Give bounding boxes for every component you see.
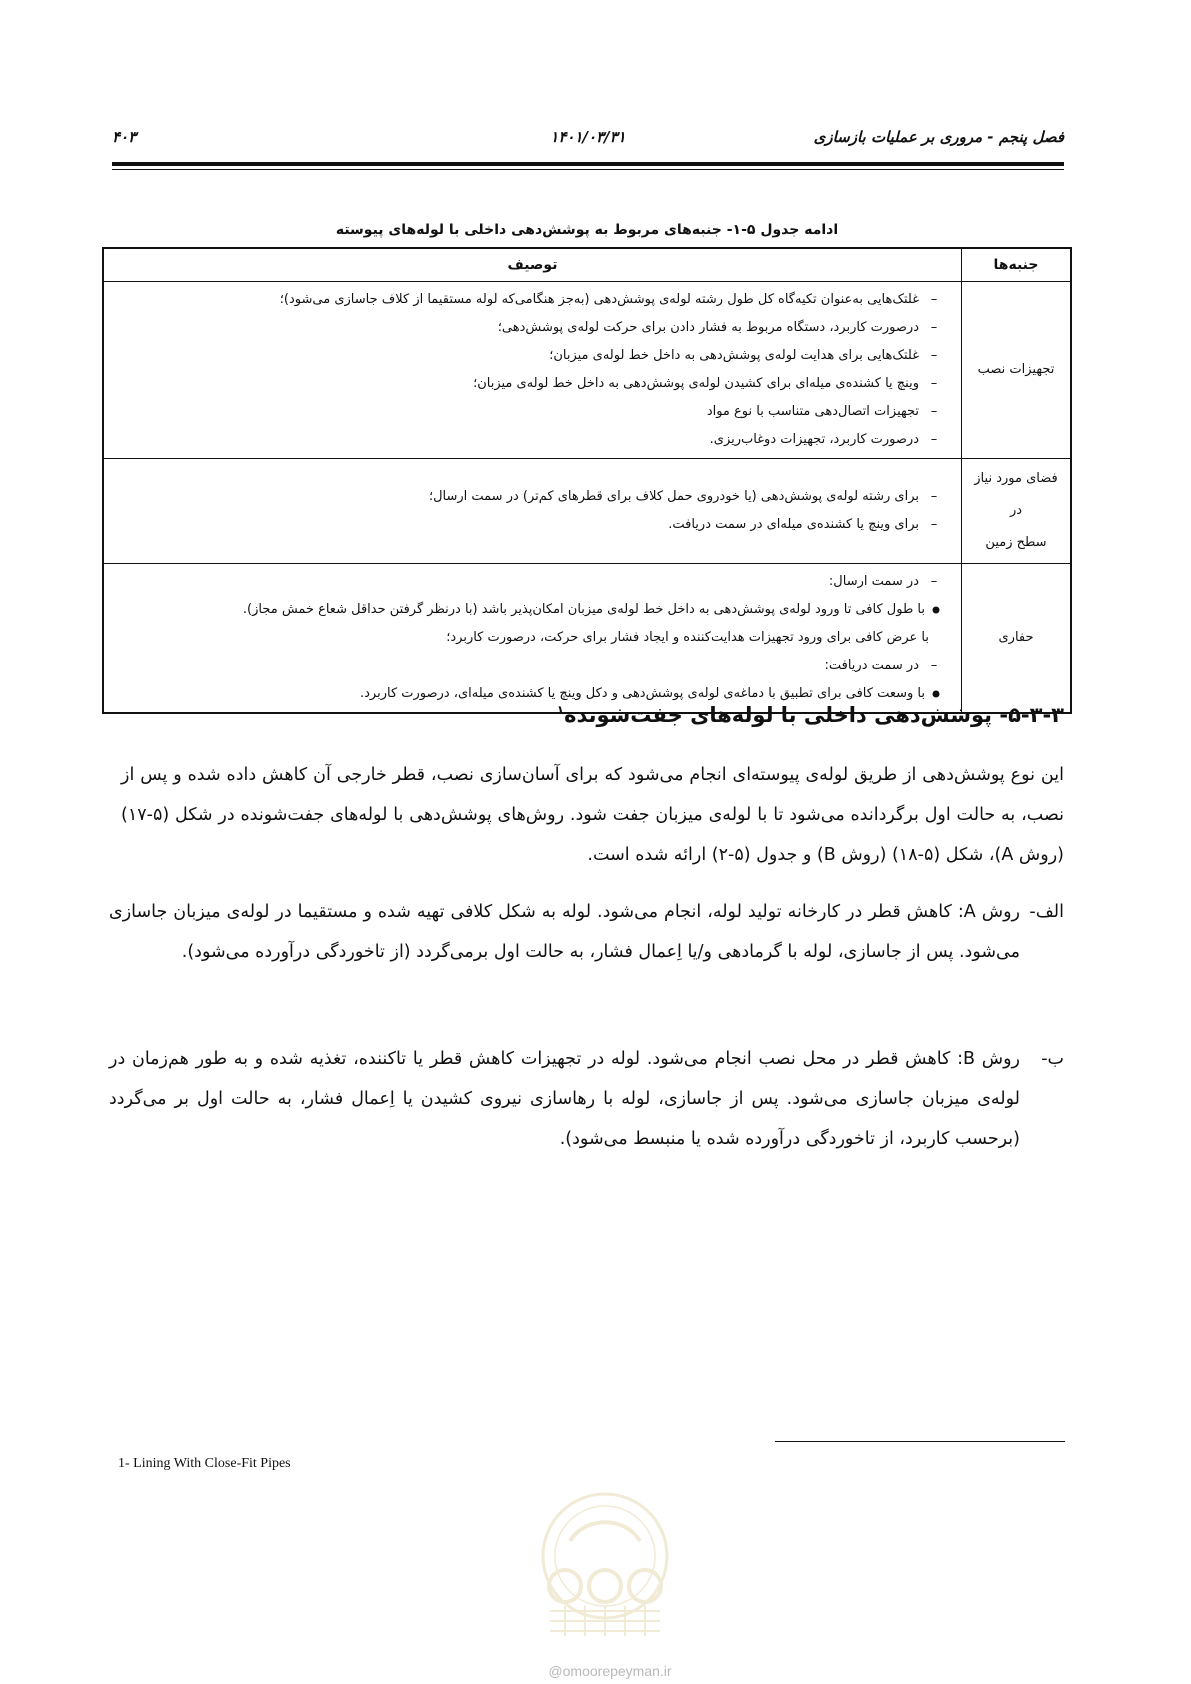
list-item: – برای وینچ یا کشنده‌ی میله‌ای در سمت دریافت. xyxy=(112,511,949,539)
method-a-text: روش A: کاهش قطر در کارخانه تولید لوله، انجام می‌شود. لوله به شکل کلافی تهیه شده و مستقیما در لوله‌ی میزبان جاسازی می‌شود. پس از جاسازی، لوله با گرمادهی و/یا اِعمال فشار، به حالت اول برمی‌گردد (از تاخوردگی درآورده می‌شود). xyxy=(109,902,1020,962)
section-number: ۵-۳-۳- xyxy=(999,703,1064,727)
aspect-cell: تجهیزات نصب xyxy=(962,282,1072,459)
dash-marker: – xyxy=(930,348,938,363)
aspects-table xyxy=(102,247,1072,714)
watermark-url: @omoorepeyman.ir xyxy=(548,1663,672,1679)
header-description: توصیف xyxy=(103,248,962,282)
bullet-item: با وسعت کافی برای تطبیق با دماغه‌ی لوله‌ی پوشش‌دهی و دکل وینچ یا کشنده‌ی میله‌ای، درصورت کاربرد. xyxy=(112,680,949,708)
dash-marker: – xyxy=(930,320,938,335)
table-row xyxy=(103,564,1071,714)
header-aspects: جنبه‌ها xyxy=(962,248,1072,282)
list-item: – غلتک‌هایی به‌عنوان تکیه‌گاه کل طول رشته لوله‌ی پوشش‌دهی (به‌جز هنگامی‌که لوله مستقیما از کلاف جاسازی می‌شود)؛ xyxy=(112,286,949,314)
table-caption: ادامه جدول ۵-۱- جنبه‌های مربوط به پوشش‌دهی داخلی با لوله‌های پیوسته xyxy=(335,222,839,238)
dash-marker: – xyxy=(930,432,938,447)
list-item: – در سمت دریافت: xyxy=(112,652,949,680)
bullet-icon xyxy=(931,689,941,699)
list-item: – در سمت ارسال: xyxy=(112,568,949,596)
bullet-continuation: با عرض کافی برای ورود تجهیزات هدایت‌کننده و ایجاد فشار برای حرکت، درصورت کاربرد؛ xyxy=(446,630,929,645)
footnote-ref: ۱ xyxy=(556,703,565,717)
dash-marker: – xyxy=(930,404,938,419)
section-title-text: پوشش‌دهی داخلی با لوله‌های جفت‌شونده xyxy=(564,703,993,727)
list-marker: الف- xyxy=(1029,902,1064,922)
aspect-cell: حفاری xyxy=(962,564,1072,714)
dash-marker: – xyxy=(930,376,938,391)
list-marker: ب- xyxy=(1041,1049,1064,1069)
aspect-line: سطح زمین xyxy=(985,535,1047,550)
header-date: ۱۴۰۱/۰۳/۳۱ xyxy=(550,128,626,146)
method-a-item xyxy=(109,892,1064,972)
page-header xyxy=(112,128,1064,156)
dash-marker: – xyxy=(930,574,938,589)
method-b-text: روش B: کاهش قطر در محل نصب انجام می‌شود. لوله در تجهیزات کاهش قطر یا تاکننده، تغذیه شده و به طور هم‌زمان در لوله‌ی میزبان جاسازی می‌شود. پس از جاسازی، لوله با رهاسازی نیروی کشیدن یا اِعمال فشار، به حالت اول بر می‌گردد (برحسب کاربرد، از تاخوردگی درآورده شده یا منبسط می‌شود). xyxy=(109,1049,1021,1149)
list-item: – وینچ یا کشنده‌ی میله‌ای برای کشیدن لوله‌ی پوشش‌دهی به داخل خط لوله‌ی میزبان؛ xyxy=(112,370,949,398)
header-rule-thin xyxy=(112,169,1064,170)
table-row xyxy=(103,282,1071,459)
aspect-cell xyxy=(962,459,1072,564)
bullet-item: با طول کافی تا ورود لوله‌ی پوشش‌دهی به داخل خط لوله‌ی میزبان امکان‌پذیر باشد (با درنظر گرفتن حداقل شعاع خمش مجاز). xyxy=(112,596,949,624)
list-item: – درصورت کاربرد، دستگاه مربوط به فشار دادن برای حرکت لوله‌ی پوشش‌دهی؛ xyxy=(112,314,949,342)
table-header-row xyxy=(103,248,1071,282)
section-heading xyxy=(557,703,1064,727)
dash-marker: – xyxy=(930,658,938,673)
footnote: 1- Lining With Close-Fit Pipes xyxy=(118,1456,291,1471)
list-item: – درصورت کاربرد، تجهیزات دوغاب‌ریزی. xyxy=(112,426,949,454)
aspect-line: فضای مورد نیاز در xyxy=(974,471,1058,518)
page-number: ۴۰۳ xyxy=(112,128,137,146)
bullet-icon xyxy=(931,605,941,615)
footnote-rule xyxy=(775,1441,1065,1442)
description-cell xyxy=(103,282,962,459)
list-item: – غلتک‌هایی برای هدایت لوله‌ی پوشش‌دهی به داخل خط لوله‌ی میزبان؛ xyxy=(112,342,949,370)
list-item: – برای رشته لوله‌ی پوشش‌دهی (یا خودروی حمل کلاف برای قطرهای کم‌تر) در سمت ارسال؛ xyxy=(112,483,949,511)
description-cell xyxy=(103,564,962,714)
dash-marker: – xyxy=(930,292,938,307)
description-cell xyxy=(103,459,962,564)
list-item: – تجهیزات اتصال‌دهی متناسب با نوع مواد xyxy=(112,398,949,426)
method-b-item xyxy=(109,1039,1064,1159)
table-row xyxy=(103,459,1071,564)
dash-marker: – xyxy=(930,517,938,532)
chapter-title: فصل پنجم - مروری بر عملیات بازسازی xyxy=(813,128,1064,146)
dash-marker: – xyxy=(930,489,938,504)
watermark-logo-icon xyxy=(510,1486,700,1656)
body-paragraph: این نوع پوشش‌دهی از طریق لوله‌ی پیوسته‌ای انجام می‌شود که برای آسان‌سازی نصب، قطر خارجی آن کاهش داده شده و پس از نصب، به حالت اول برگردانده می‌شود تا با لوله‌ی میزبان جفت شود. روش‌های پوشش‌دهی با لوله‌های جفت‌شونده در شکل (۵-۱۷) (روش A)، شکل (۵-۱۸) (روش B) و جدول (۵-۲) ارائه شده است. xyxy=(121,765,1064,865)
header-rule-thick xyxy=(112,162,1064,166)
